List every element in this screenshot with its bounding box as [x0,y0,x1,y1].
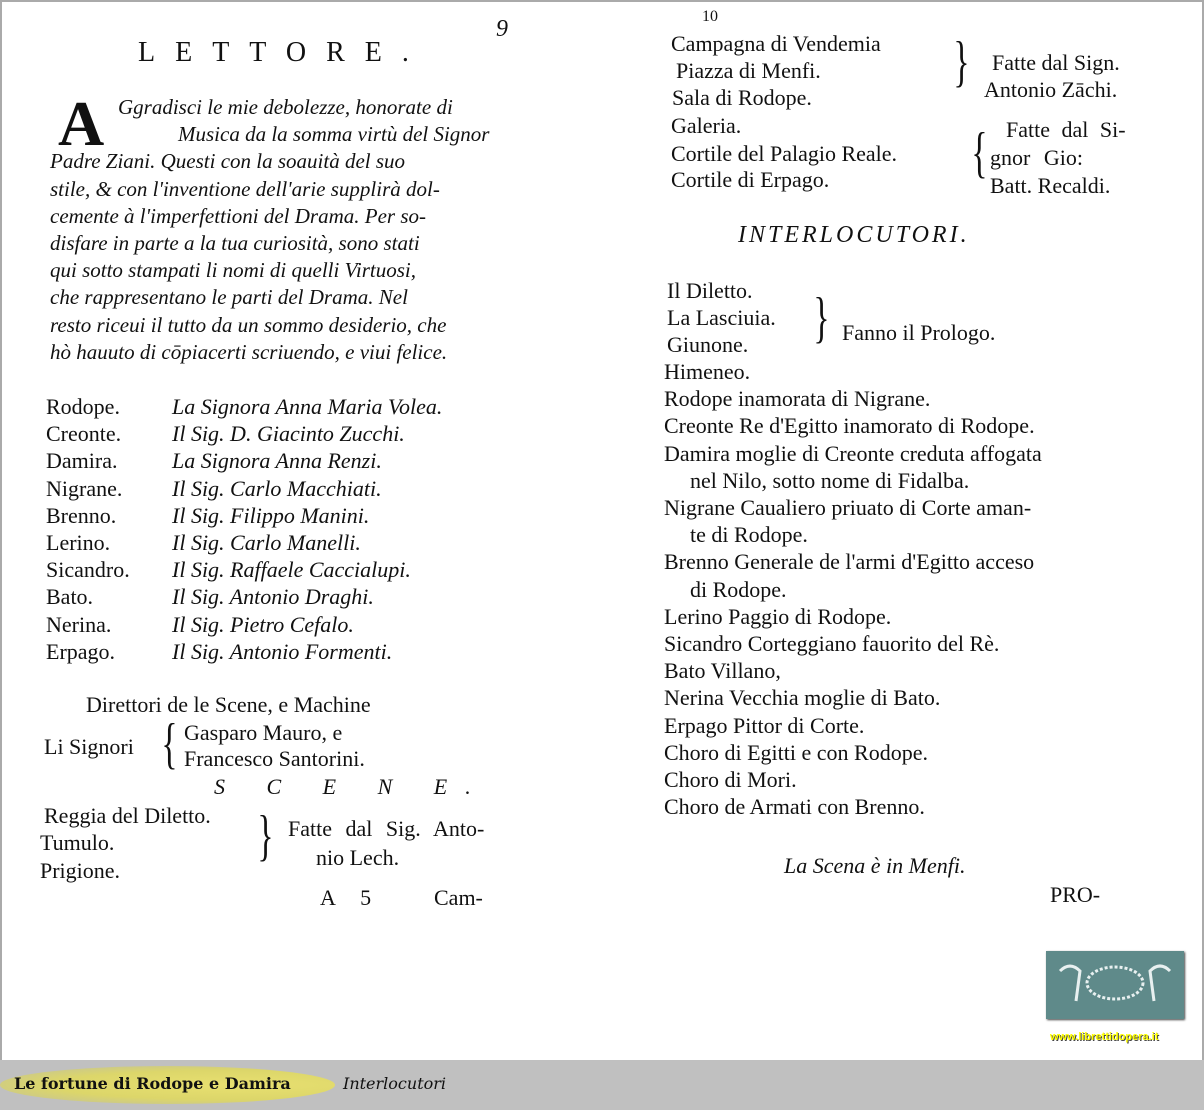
cast-role: Nerina. [46,611,112,637]
prologue-credit: Fanno il Prologo. [842,320,996,345]
cast-role: Brenno. [46,502,117,528]
scene-item: Tumulo. [40,830,115,855]
scene-item: Galeria. [671,113,742,138]
cast-role: Sicandro. [46,557,130,583]
cast-performer: La Signora Anna Renzi. [172,448,382,474]
character-line: Creonte Re d'Egitto inamorato di Rodope. [664,413,1035,439]
scene-item: Piazza di Menfi. [676,58,821,83]
paragraph-line: cemente à l'imperfettioni del Drama. Per so- [50,203,426,228]
character-line: Choro di Mori. [664,767,797,792]
brace-icon: } [257,805,274,867]
character-line: Erpago Pittor di Corte. [664,712,865,738]
cast-role: Rodope. [46,394,120,419]
prologue-character: Il Diletto. [667,278,753,303]
drop-cap: A [58,88,105,159]
prologue-character: Giunone. [667,332,749,357]
paragraph-line: che rappresentano le parti del Drama. Nel [50,285,408,310]
page-number: 10 [702,8,718,25]
character-line: Brenno Generale de l'armi d'Egitto acceso [664,549,1035,575]
scene-item: Cortile del Palagio Reale. [671,141,898,166]
paragraph-line: disfare in parte a la tua curiosità, sono stati [50,231,420,255]
character-line: di Rodope. [690,576,787,602]
cast-performer: Il Sig. Pietro Cefalo. [172,611,354,637]
character-line: Choro de Armati con Brenno. [664,794,925,820]
character-line: Nigrane Caualiero priuato di Corte aman- [664,495,1032,520]
character-line: nel Nilo, sotto nome di Fidalba. [690,467,970,493]
scene-credit: Fatte dal Si- [1006,117,1126,142]
paragraph-line: Ggradisci le mie debolezze, honorate di [118,95,453,119]
scene-item: Sala di Rodope. [672,85,812,110]
character-line: te di Rodope. [690,522,808,548]
signature-mark: A 5 [320,885,372,910]
scene-item: Cortile di Erpago. [671,167,830,192]
paragraph-line: Musica da la somma virtù del Signor [178,122,490,147]
cast-performer: Il Sig. Carlo Manelli. [172,530,361,555]
section-label[interactable]: Interlocutori [343,1074,447,1093]
character-line: Nerina Vecchia moglie di Bato. [664,685,941,711]
character-line: Choro di Egitti e con Rodope. [664,739,928,765]
work-title-link[interactable]: Le fortune di Rodope e Damira [14,1074,291,1093]
paragraph-line: stile, & con l'inventione dell'arie supplirà dol- [50,176,440,201]
character-line: Damira moglie di Creonte creduta affogata [664,440,1042,466]
cast-role: Bato. [46,584,94,610]
paragraph-line: qui sotto stampati li nomi di quelli Virtuosi, [50,258,416,283]
directors-heading: Direttori de le Scene, e Machine [86,692,371,717]
cast-performer: La Signora Anna Maria Volea. [172,394,443,419]
paragraph-line: hò hauuto di cōpiacerti scriuendo, e viui felice. [50,339,448,364]
cast-role: Erpago. [46,638,116,664]
scene-credit: nio Lech. [316,845,400,870]
paragraph-line: resto riceui il tutto da un sommo desiderio, che [50,312,447,337]
scene-credit: Fatte dal Sign. [992,50,1120,75]
scene-item: Reggia del Diletto. [44,803,211,828]
scene-heading: S C E N E. [214,774,489,799]
page-number: 9 [496,16,508,42]
cast-performer: Il Sig. Antonio Draghi. [172,584,374,610]
catchword: Cam- [434,885,483,910]
page-title: LETTORE. [138,37,429,68]
cast-role: Creonte. [46,421,122,447]
brace-icon: } [953,31,970,93]
prologue-character: La Lasciuia. [667,305,776,330]
cast-performer: Il Sig. Raffaele Caccialupi. [172,557,411,583]
scene-item: Prigione. [40,858,121,883]
director-name: Gasparo Mauro, e [184,720,343,745]
scene-credit: Fatte dal Sig. Anto- [288,816,485,841]
cast-performer: Il Sig. D. Giacinto Zucchi. [172,421,405,447]
cast-performer: Il Sig. Carlo Macchiati. [172,475,382,501]
cast-performer: Il Sig. Filippo Manini. [172,502,370,528]
librettidopera-logo[interactable] [1046,951,1184,1019]
cast-role: Damira. [46,448,118,474]
catchword: PRO- [1050,882,1101,907]
cast-role: Nigrane. [46,475,123,501]
scene-item: Campagna di Vendemia [671,31,881,56]
character-line: Himeneo. [664,359,751,384]
interlocutori-heading: INTERLOCUTORI. [738,222,970,248]
cast-role: Lerino. [46,530,111,555]
character-line: Bato Villano, [664,658,781,684]
character-line: Lerino Paggio di Rodope. [664,603,892,629]
site-link[interactable]: www.librettidopera.it [1050,1031,1159,1043]
scene-credit: Batt. Recaldi. [990,173,1111,198]
cherubs-wreath-icon [1046,951,1184,1019]
cast-performer: Il Sig. Antonio Formenti. [172,638,393,664]
character-line: Sicandro Corteggiano fauorito del Rè. [664,631,1000,656]
scene-credit: gnor Gio: [990,145,1083,170]
director-name: Francesco Santorini. [184,746,365,771]
scene-credit: Antonio Zāchi. [984,77,1118,102]
paragraph-line: Padre Ziani. Questi con la soauità del suo [50,149,406,174]
brace-icon: { [161,713,178,775]
scene-location: La Scena è in Menfi. [784,853,966,878]
directors-label: Li Signori [44,734,134,759]
character-line: Rodope inamorata di Nigrane. [664,386,931,412]
brace-icon: } [813,287,830,349]
brace-icon: { [971,122,988,184]
